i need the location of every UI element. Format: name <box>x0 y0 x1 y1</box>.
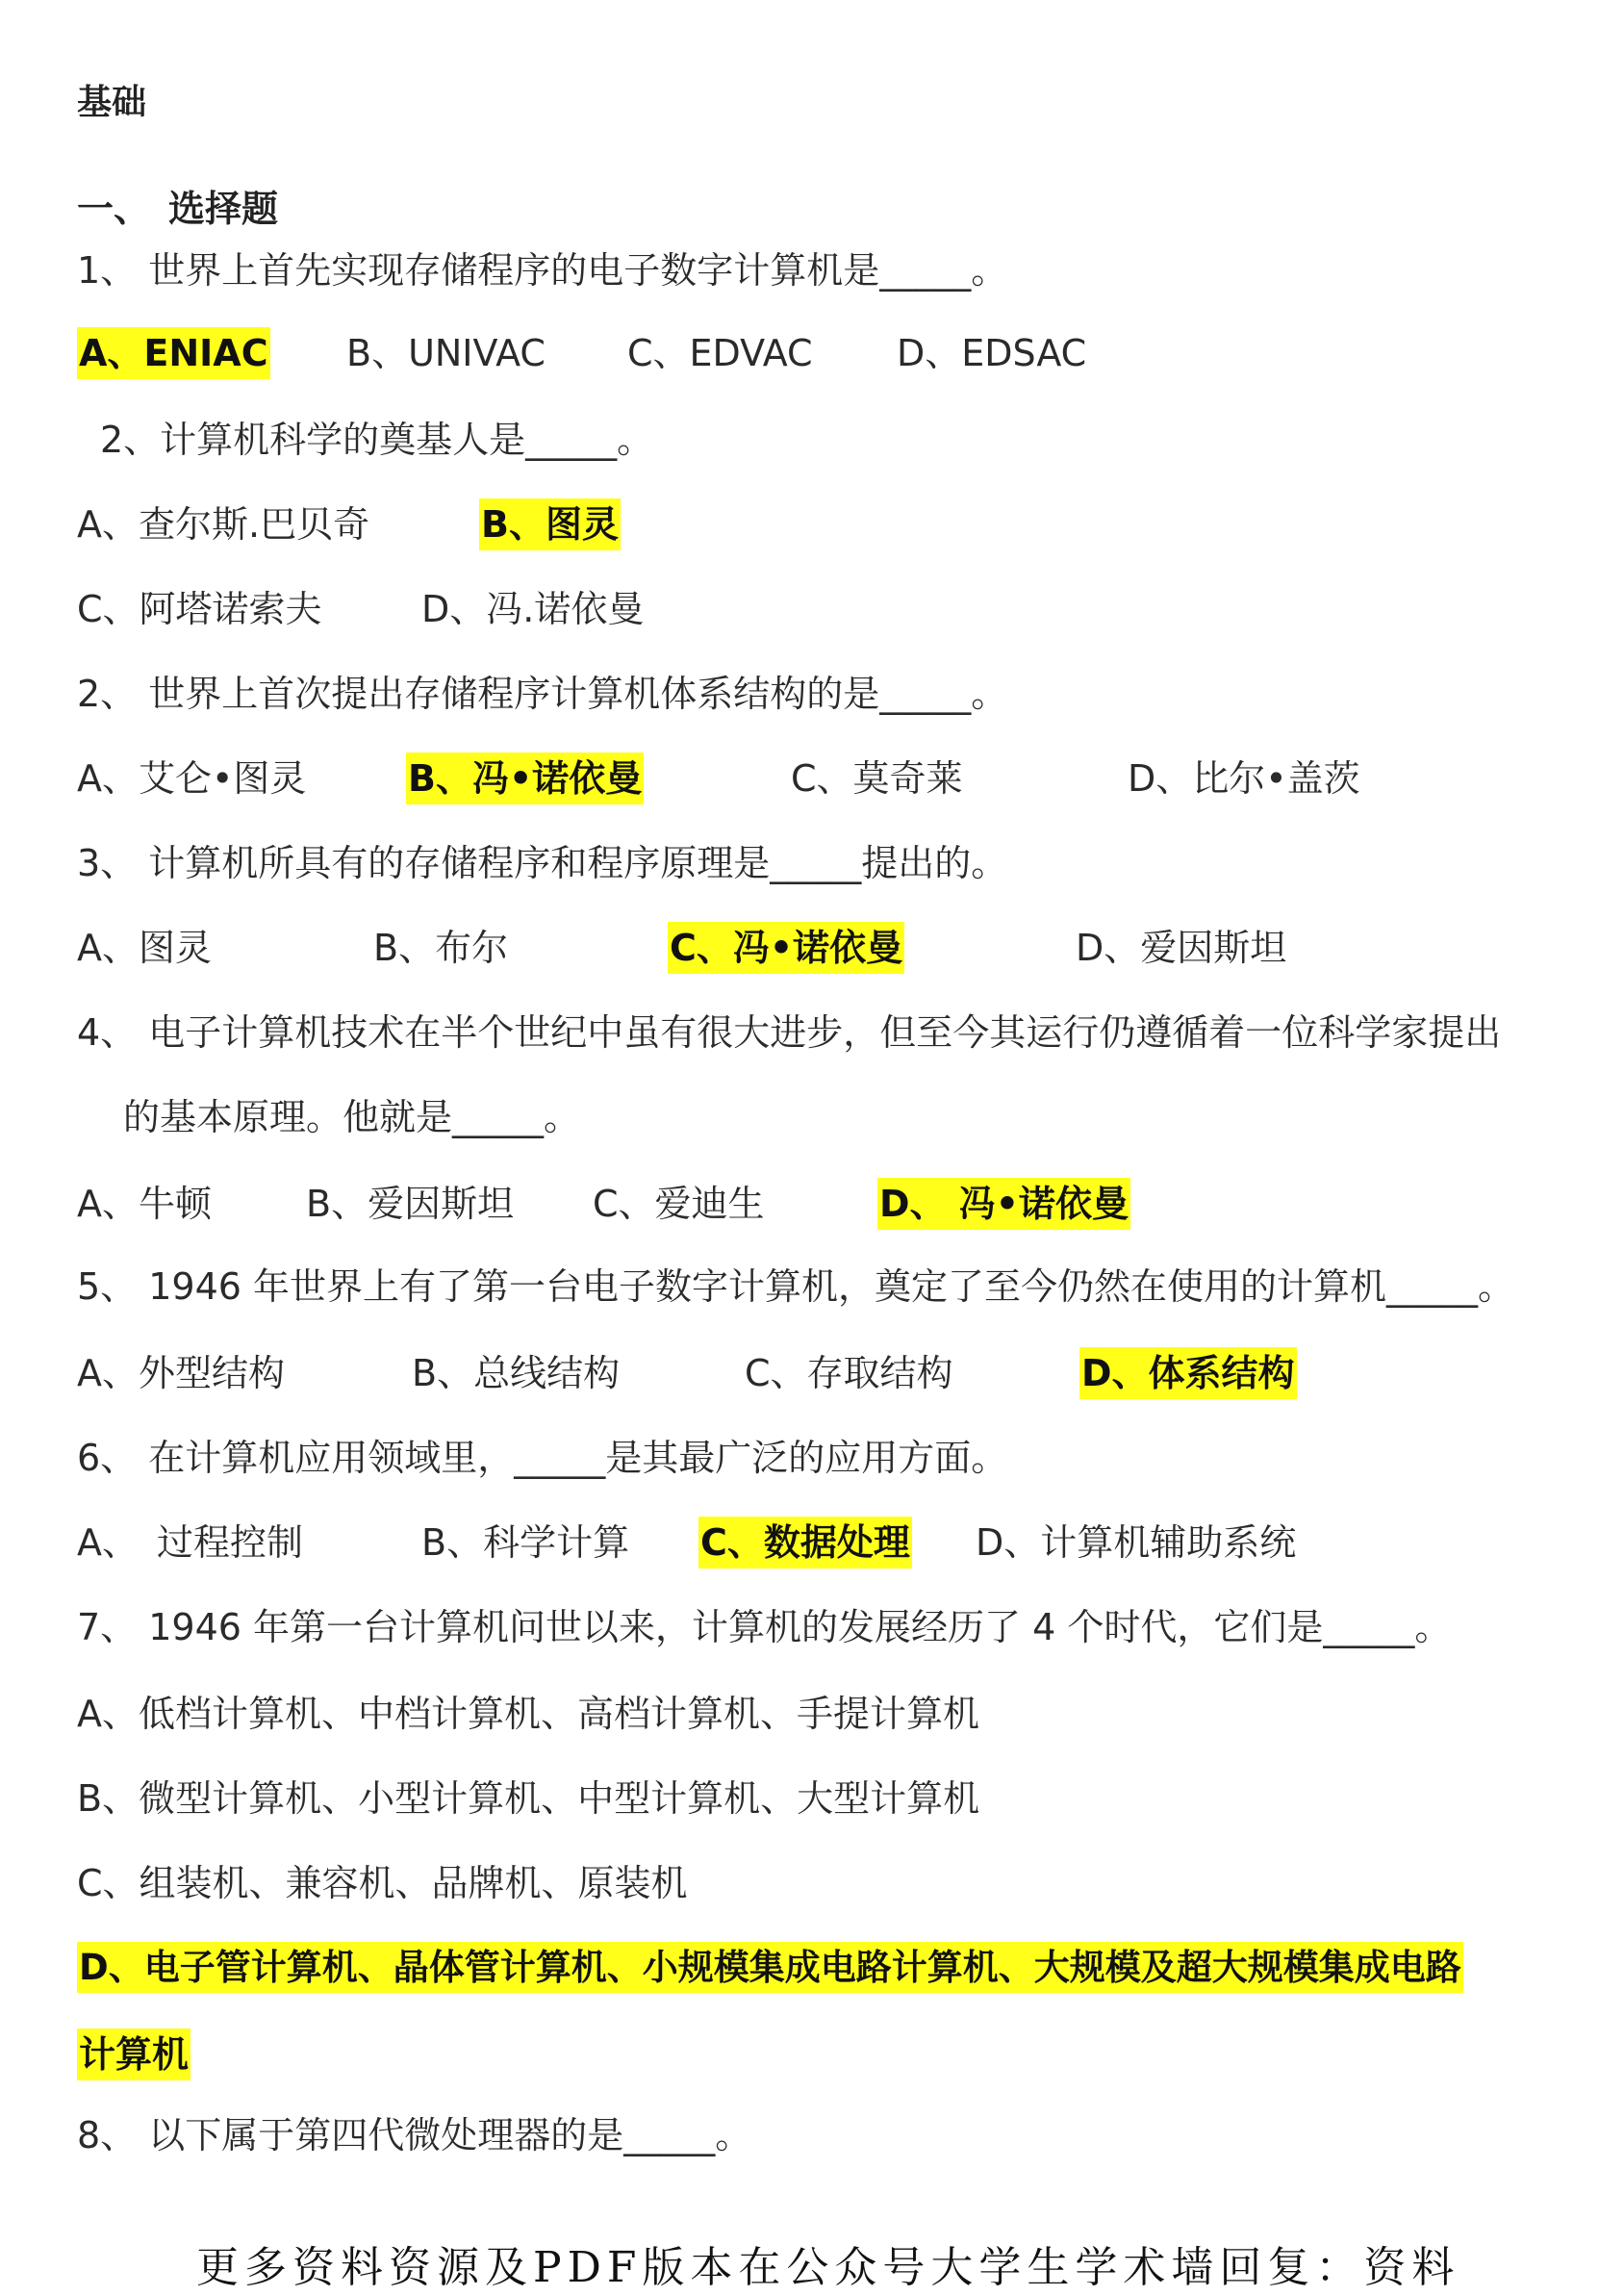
question-5-option-b: B、总线结构 <box>412 1352 621 1394</box>
question-3-option-a: A、图灵 <box>77 927 212 969</box>
question-2a-option-d: D、冯.诺依曼 <box>421 588 645 630</box>
question-6-option-a: A、 过程控制 <box>77 1521 303 1564</box>
question-5-text: 5、 1946 年世界上有了第一台电子数字计算机，奠定了至今仍然在使用的计算机_____。 <box>77 1265 1515 1308</box>
question-7-option-d: D、电子管计算机、晶体管计算机、小规模集成电路计算机、大规模及超大规模集成电路 <box>77 1942 1463 1993</box>
question-1-option-c: C、EDVAC <box>627 332 813 374</box>
question-2b-option-a: A、艾仑•图灵 <box>77 757 307 800</box>
question-6-option-c: C、数据处理 <box>698 1517 912 1569</box>
question-7-option-c: C、组装机、兼容机、品牌机、原装机 <box>77 1862 688 1904</box>
question-6-text: 6、 在计算机应用领域里，_____是其最广泛的应用方面。 <box>77 1437 1008 1479</box>
page-title: 基础 <box>77 83 147 122</box>
question-2a-text: 2、计算机科学的奠基人是_____。 <box>100 419 654 461</box>
question-1-text: 1、 世界上首先实现存储程序的电子数字计算机是_____。 <box>77 249 1008 292</box>
question-4-option-d: D、 冯•诺依曼 <box>877 1178 1130 1230</box>
question-2b-text: 2、 世界上首次提出存储程序计算机体系结构的是_____。 <box>77 673 1008 715</box>
question-4-text: 4、 电子计算机技术在半个世纪中虽有很大进步，但至今其运行仍遵循着一位科学家提出 <box>77 1011 1502 1054</box>
question-8-text: 8、 以下属于第四代微处理器的是_____。 <box>77 2114 752 2156</box>
question-6-option-b: B、科学计算 <box>421 1521 630 1564</box>
question-2a-option-a: A、查尔斯.巴贝奇 <box>77 503 370 546</box>
footer-promo-text: 更多资料资源及PDF版本在公众号大学生学术墙回复：资料 <box>196 2243 1460 2292</box>
question-6-option-d: D、计算机辅助系统 <box>976 1521 1297 1564</box>
question-7-text: 7、 1946 年第一台计算机问世以来，计算机的发展经历了 4 个时代，它们是_____。 <box>77 1606 1452 1648</box>
question-4-option-a: A、牛顿 <box>77 1183 212 1225</box>
question-3-text: 3、 计算机所具有的存储程序和程序原理是_____提出的。 <box>77 842 1008 884</box>
question-7-option-a: A、低档计算机、中档计算机、高档计算机、手提计算机 <box>77 1693 979 1735</box>
question-2b-option-c: C、莫奇莱 <box>791 757 963 800</box>
question-5-option-c: C、存取结构 <box>745 1352 953 1394</box>
question-1-option-a: A、ENIAC <box>77 327 270 379</box>
question-4-option-c: C、爱迪生 <box>593 1183 765 1225</box>
question-2b-option-d: D、比尔•盖茨 <box>1128 757 1360 800</box>
question-1-option-b: B、UNIVAC <box>346 332 546 374</box>
question-4-option-b: B、爱因斯坦 <box>306 1183 515 1225</box>
question-7-option-d-continued: 计算机 <box>77 2028 190 2080</box>
question-5-option-d: D、体系结构 <box>1079 1347 1297 1399</box>
question-5-option-a: A、外型结构 <box>77 1352 285 1394</box>
question-7-option-b: B、微型计算机、小型计算机、中型计算机、大型计算机 <box>77 1777 980 1820</box>
section-heading: 一、 选择题 <box>77 188 279 230</box>
question-2a-option-c: C、阿塔诺索夫 <box>77 588 322 630</box>
question-3-option-c: C、冯•诺依曼 <box>668 922 904 974</box>
question-2a-option-b: B、图灵 <box>479 498 621 550</box>
question-4-text-continued: 的基本原理。他就是_____。 <box>123 1096 581 1138</box>
question-3-option-b: B、布尔 <box>373 927 509 969</box>
question-3-option-d: D、爱因斯坦 <box>1076 927 1287 969</box>
question-1-option-d: D、EDSAC <box>897 332 1087 374</box>
question-2b-option-b: B、冯•诺依曼 <box>406 753 644 804</box>
